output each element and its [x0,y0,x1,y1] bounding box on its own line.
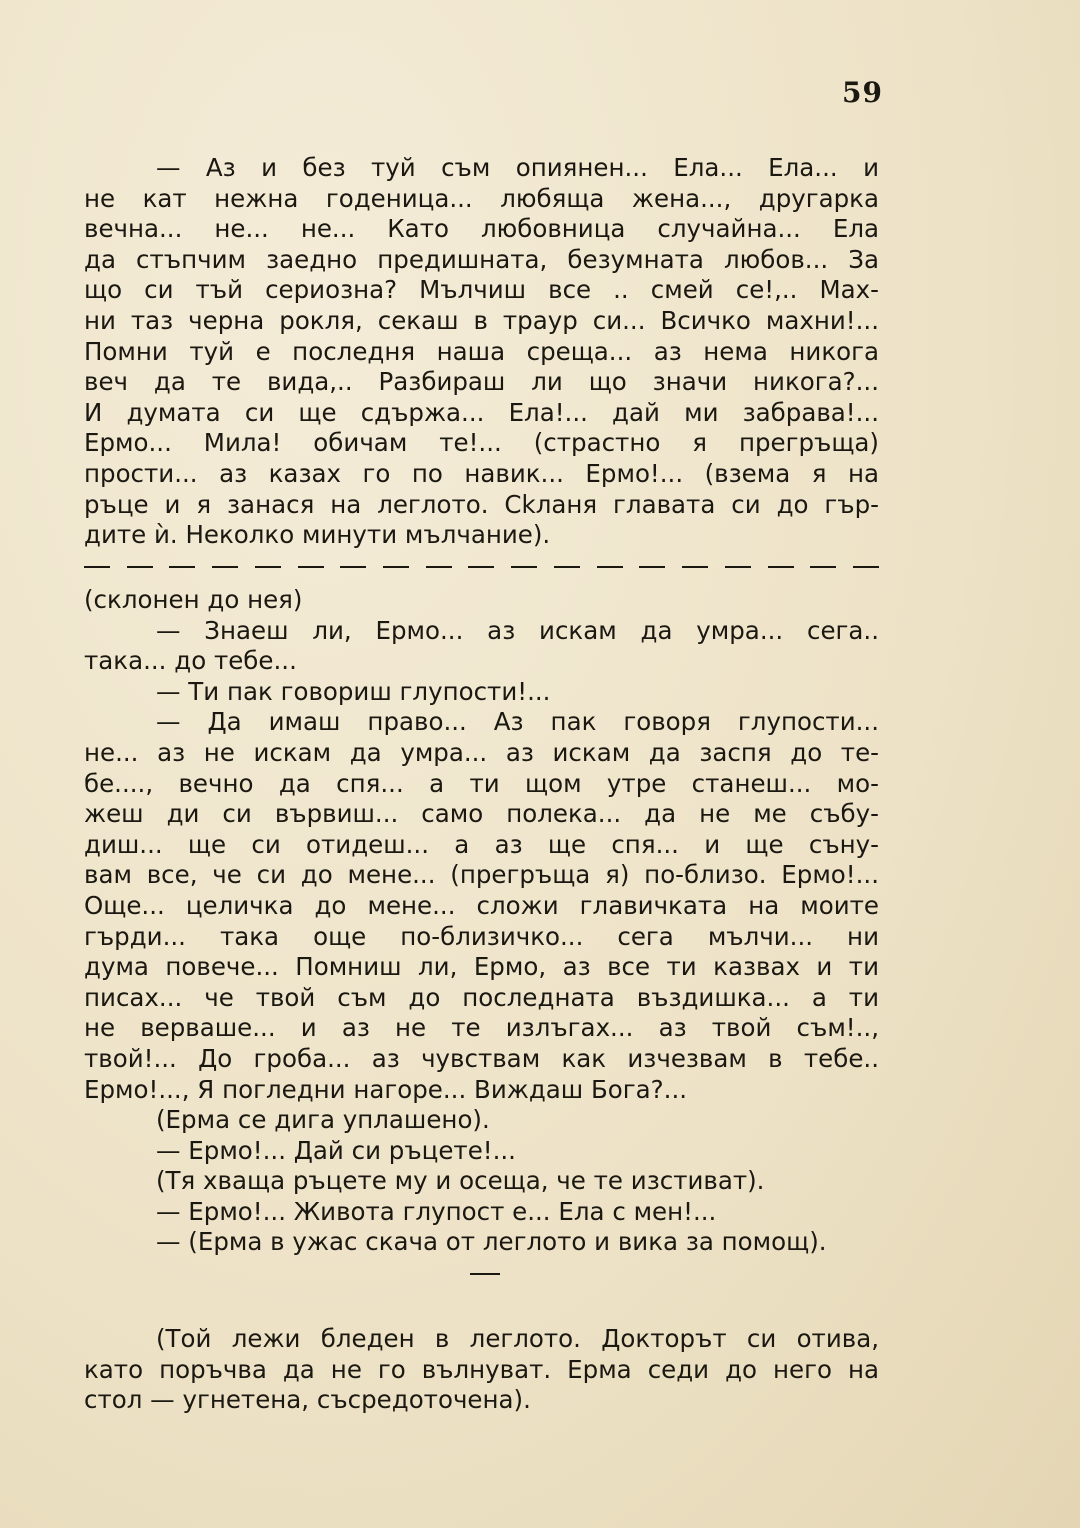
text-line: не верваше... и аз не те излъгах... аз твой съм!.., [84,1013,879,1043]
text-line: диш... ще си отидеш... а аз ще спя... и ще съну- [84,829,879,859]
section-divider [470,1273,500,1275]
text-line: — Ермо!... Дай си ръцете!... [156,1135,516,1165]
text-line: бе...., вечно да спя... а ти щом утре станеш... мо- [84,768,879,798]
text-line: прости... аз казах го по навик... Ермо!... (взема я на [84,458,879,488]
text-line: — (Ерма в ужас скача от леглото и вика за помощ). [156,1227,827,1257]
text-line: стол — угнетена, съсредоточена). [84,1385,531,1415]
dialogue-block-1 [84,153,879,551]
text-line: вам все, че си до мене... (прегръща я) по-близо. Ермо!... [84,860,879,890]
text-line: (Тя хваща ръцете му и осеща, че те изстиват). [156,1166,765,1196]
page-number: 59 [842,76,883,109]
text-line: — Знаеш ли, Ермо... аз искам да умра... сега.. [156,615,879,645]
text-line: (склонен до нея) [84,585,303,614]
text-line: не кат нежна годеница... любяща жена..., другарка [84,183,879,213]
text-line: гърди... така още по-близичко... сега мълчи... ни [84,921,879,951]
text-line: вечна... не... не... Като любовница случайна... Ела [84,214,879,244]
text-line: И думата си ще сдържа... Ела!... дай ми забрава!... [84,397,879,427]
text-line: писах... че твой съм до последната въздишка... а ти [84,982,879,1012]
dialogue-block-2 [84,585,879,1258]
text-line: като поръчва да не го вълнуват. Ерма седи до него на [84,1354,879,1384]
stage-direction-block [84,1324,879,1416]
text-line: — Да имаш право... Аз пак говоря глупости... [156,707,879,737]
text-line: Помни туй е последня наша среща... аз нема никога [84,336,879,366]
dashed-separator [84,560,879,574]
text-line: дума повече... Помниш ли, Ермо, аз все ти казвах и ти [84,952,879,982]
text-line: не... аз не искам да умра... аз искам да заспя до те- [84,737,879,767]
text-line: да стъпчим заедно предишната, безумната любов... За [84,244,879,274]
text-line: — Ти пак говориш глупости!... [156,676,551,706]
text-line: дите ѝ. Неколко минути мълчание). [84,520,551,550]
text-line: Ермо... Мила! обичам те!... (страстно я прегръща) [84,428,879,458]
text-line: така... до тебе... [84,646,297,676]
text-line: ни таз черна рокля, секаш в траур си... Всичко махни!... [84,305,879,335]
text-line: жеш ди си вървиш... само полека... да не ме събу- [84,799,879,829]
text-line: (Ерма се дига уплашено). [156,1105,490,1135]
text-line: Ермо!..., Я погледни нагоре... Виждаш Бога?... [84,1074,688,1104]
text-line: веч да те вида,.. Разбираш ли що значи никога?... [84,367,879,397]
text-line: твой!... До гроба... аз чувствам как изчезвам в тебе.. [84,1043,879,1073]
text-line: — Ермо!... Живота глупост е... Ела с мен!... [156,1196,717,1226]
text-line: ръце и я занася на леглото. Сkланя главата си до гър- [84,489,879,519]
text-line: Още... целичка до мене... сложи главичката на моите [84,890,879,920]
text-line: що си тъй сериозна? Мълчиш все .. смей се!,.. Мах- [84,275,879,305]
text-line: (Той лежи бледен в леглото. Докторът си отива, [156,1324,879,1353]
text-line: — Аз и без туй съм опиянен... Ела... Ела... и [156,153,879,182]
